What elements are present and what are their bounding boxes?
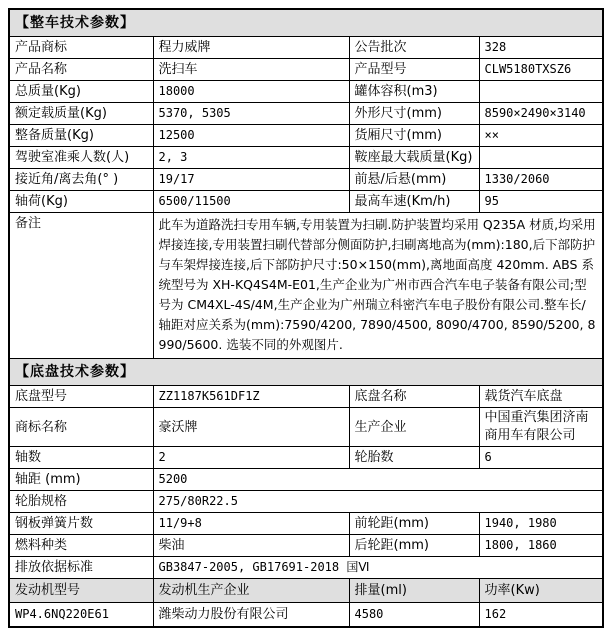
row-approach-departure-angle	[9, 169, 603, 191]
engine-header-cell: 发动机生产企业	[153, 579, 349, 603]
engine-header-cell: 功率(Kw)	[479, 579, 603, 603]
engine-header-cell: 排量(ml)	[349, 579, 479, 603]
vehicle-spec-table	[8, 8, 604, 628]
value-cell: 18000	[153, 81, 349, 103]
label-cell: 轴数	[9, 447, 153, 469]
value-cell: 5370, 5305	[153, 103, 349, 125]
label-cell: 总质量(Kg)	[9, 81, 153, 103]
row-total-mass	[9, 81, 603, 103]
value-cell: 2	[153, 447, 349, 469]
label-cell: 产品商标	[9, 37, 153, 59]
row-axle-count	[9, 447, 603, 469]
label-cell: 前悬/后悬(mm)	[349, 169, 479, 191]
value-cell: 1940, 1980	[479, 513, 603, 535]
row-spring-leaves	[9, 513, 603, 535]
section-title-chassis: 【底盘技术参数】	[9, 359, 603, 386]
label-cell: 底盘型号	[9, 386, 153, 408]
label-cell: 货厢尺寸(mm)	[349, 125, 479, 147]
section-title-vehicle: 【整车技术参数】	[9, 9, 603, 37]
value-cell: 中国重汽集团济南商用车有限公司	[479, 408, 603, 447]
row-wheelbase	[9, 469, 603, 491]
row-curb-weight	[9, 125, 603, 147]
value-cell: 275/80R22.5	[153, 491, 603, 513]
value-cell	[479, 81, 603, 103]
label-cell: 产品型号	[349, 59, 479, 81]
row-engine-data	[9, 603, 603, 628]
value-cell: 柴油	[153, 535, 349, 557]
section-chassis-params	[9, 359, 603, 386]
label-cell: 整备质量(Kg)	[9, 125, 153, 147]
value-cell: 1800, 1860	[479, 535, 603, 557]
label-cell: 最高车速(Km/h)	[349, 191, 479, 213]
value-cell: 1330/2060	[479, 169, 603, 191]
value-cell: 95	[479, 191, 603, 213]
value-cell: CLW5180TXSZ6	[479, 59, 603, 81]
label-cell: 产品名称	[9, 59, 153, 81]
value-cell: 5200	[153, 469, 603, 491]
value-cell: 8590×2490×3140	[479, 103, 603, 125]
row-brand-name	[9, 408, 603, 447]
value-cell: 2, 3	[153, 147, 349, 169]
remark-text-cell: 此车为道路洗扫专用车辆,专用装置为扫刷.防护装置均采用 Q235A 材质,均采用焊接连接,专用装置扫刷代替部分侧面防护,扫刷离地高为(mm):180,后下部防护与车架焊接连接,后下部防护尺寸:50×150(mm),离地面高度 420mm. ABS 系统型号为 XH-KQ4S4M-E01,生产企业为广州市西合汽车电子装备有限公司;型号为 CM4XL-4S/4M,生产企业为广州瑞立科密汽车电子股份有限公司.整车长/轴距对应关系为(mm):7590/4200, 7890/4500, 8090/4700, 8590/5200, 8990/5600. 选装不同的外观图片.	[153, 213, 603, 359]
row-fuel-type	[9, 535, 603, 557]
row-product-name	[9, 59, 603, 81]
row-product-brand	[9, 37, 603, 59]
value-cell: 162	[479, 603, 603, 628]
spec-page	[0, 8, 610, 622]
label-cell: 底盘名称	[349, 386, 479, 408]
label-cell: 燃料种类	[9, 535, 153, 557]
row-emission-standard	[9, 557, 603, 579]
label-cell: 轮胎规格	[9, 491, 153, 513]
label-cell: 排放依据标准	[9, 557, 153, 579]
value-cell: 328	[479, 37, 603, 59]
label-cell: 后轮距(mm)	[349, 535, 479, 557]
label-cell: 额定载质量(Kg)	[9, 103, 153, 125]
label-cell: 公告批次	[349, 37, 479, 59]
section-vehicle-params	[9, 9, 603, 37]
label-cell: 鞍座最大载质量(Kg)	[349, 147, 479, 169]
value-cell: ZZ1187K561DF1Z	[153, 386, 349, 408]
row-cab-seats	[9, 147, 603, 169]
value-cell: 程力威牌	[153, 37, 349, 59]
row-axle-load	[9, 191, 603, 213]
label-cell: 前轮距(mm)	[349, 513, 479, 535]
label-cell: 驾驶室准乘人数(人)	[9, 147, 153, 169]
value-cell: 11/9+8	[153, 513, 349, 535]
label-cell: 轮胎数	[349, 447, 479, 469]
label-cell: 轴距 (mm)	[9, 469, 153, 491]
row-chassis-model	[9, 386, 603, 408]
row-tire-spec	[9, 491, 603, 513]
value-cell: 6	[479, 447, 603, 469]
value-cell: 4580	[349, 603, 479, 628]
value-cell: 潍柴动力股份有限公司	[153, 603, 349, 628]
label-cell: 钢板弹簧片数	[9, 513, 153, 535]
value-cell	[479, 147, 603, 169]
value-cell: 载货汽车底盘	[479, 386, 603, 408]
label-cell: 罐体容积(m3)	[349, 81, 479, 103]
label-cell: 生产企业	[349, 408, 479, 447]
row-engine-header	[9, 579, 603, 603]
value-cell: 豪沃牌	[153, 408, 349, 447]
label-cell: 商标名称	[9, 408, 153, 447]
label-cell: 接近角/离去角(° )	[9, 169, 153, 191]
row-rated-load	[9, 103, 603, 125]
row-remark	[9, 213, 603, 359]
value-cell: 6500/11500	[153, 191, 349, 213]
label-cell: 外形尺寸(mm)	[349, 103, 479, 125]
value-cell: 12500	[153, 125, 349, 147]
remark-label-cell: 备注	[9, 213, 153, 359]
value-cell: 洗扫车	[153, 59, 349, 81]
engine-header-cell: 发动机型号	[9, 579, 153, 603]
value-cell: GB3847-2005, GB17691-2018 国Ⅵ	[153, 557, 603, 579]
label-cell: 轴荷(Kg)	[9, 191, 153, 213]
value-cell: ××	[479, 125, 603, 147]
value-cell: WP4.6NQ220E61	[9, 603, 153, 628]
value-cell: 19/17	[153, 169, 349, 191]
